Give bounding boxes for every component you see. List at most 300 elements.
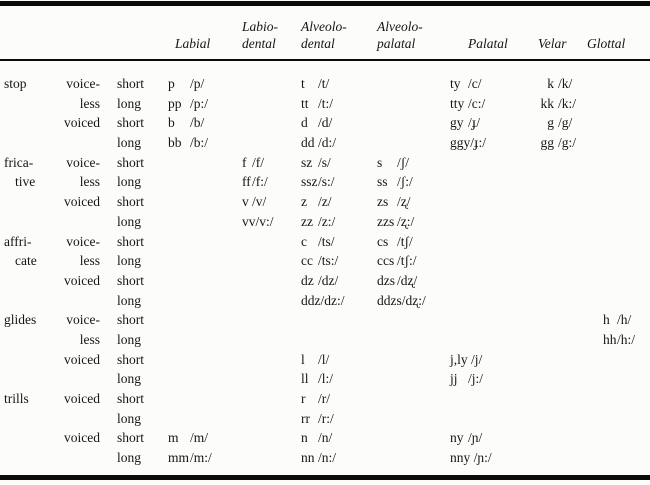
alvpalatal-phoneme-cell bbox=[377, 172, 450, 192]
labial-phoneme-cell bbox=[168, 310, 242, 330]
palatal-phoneme-cell bbox=[450, 74, 538, 94]
phoneme: /d/ bbox=[318, 115, 333, 131]
velar-phoneme-cell bbox=[538, 330, 600, 350]
glottal-phoneme-cell bbox=[600, 192, 646, 212]
voicing-label: less bbox=[79, 253, 100, 269]
length-label: long bbox=[117, 253, 142, 269]
phoneme: /ɲ/ bbox=[468, 430, 483, 446]
table-row bbox=[0, 232, 650, 252]
alvdental-phoneme-cell bbox=[301, 251, 377, 271]
phoneme: /k/ bbox=[558, 76, 573, 91]
alvdental-phoneme-cell bbox=[301, 153, 377, 173]
manner-label: trills bbox=[4, 391, 29, 406]
palatal-phoneme-cell bbox=[450, 192, 538, 212]
labiodental-phoneme-cell bbox=[242, 448, 301, 468]
labial-phoneme-cell bbox=[168, 133, 242, 153]
glottal-phoneme-cell bbox=[600, 350, 646, 370]
phoneme: /l/ bbox=[318, 351, 330, 367]
length-label: long bbox=[117, 213, 142, 229]
labiodental-phoneme-cell bbox=[242, 428, 301, 448]
column-header-velar: Velar bbox=[538, 36, 567, 51]
labiodental-phoneme-cell bbox=[242, 172, 301, 192]
grapheme: k bbox=[547, 76, 554, 91]
alvdental-phoneme-cell bbox=[301, 369, 377, 389]
phoneme: /n:/ bbox=[318, 450, 337, 466]
phoneme: /ts:/ bbox=[318, 253, 339, 269]
grapheme: z bbox=[301, 194, 307, 210]
grapheme: ty bbox=[450, 76, 461, 91]
phoneme: /s:/ bbox=[318, 174, 335, 190]
table-row bbox=[0, 153, 650, 173]
phoneme: /tʃ:/ bbox=[397, 253, 417, 269]
alvdental-phoneme-cell bbox=[301, 271, 377, 291]
length-label: short bbox=[117, 194, 144, 210]
table-row bbox=[0, 251, 650, 271]
table-row bbox=[0, 448, 650, 468]
grapheme: h bbox=[603, 312, 610, 328]
phoneme: /b/ bbox=[190, 115, 205, 131]
labial-phoneme-cell bbox=[168, 330, 242, 350]
grapheme: jj bbox=[450, 371, 458, 387]
alvpalatal-phoneme-cell bbox=[377, 409, 450, 429]
phoneme: /g/ bbox=[558, 115, 573, 131]
grapheme: pp bbox=[168, 95, 182, 111]
palatal-phoneme-cell bbox=[450, 291, 538, 311]
grapheme: ff bbox=[242, 174, 251, 190]
palatal-phoneme-cell bbox=[450, 113, 538, 133]
alvpalatal-phoneme-cell bbox=[377, 291, 450, 311]
alvpalatal-phoneme-cell bbox=[377, 251, 450, 271]
labial-phoneme-cell bbox=[168, 428, 242, 448]
alvpalatal-phoneme-cell bbox=[377, 94, 450, 114]
palatal-phoneme-cell bbox=[450, 153, 538, 173]
voicing-label: less bbox=[79, 95, 100, 111]
labiodental-phoneme-cell bbox=[242, 192, 301, 212]
voicing-label: voiced bbox=[64, 430, 100, 446]
voicing-label bbox=[62, 409, 117, 429]
alvdental-phoneme-cell bbox=[301, 310, 377, 330]
velar-phoneme-cell bbox=[538, 310, 600, 330]
glottal-phoneme-cell bbox=[600, 172, 646, 192]
length-label: short bbox=[117, 312, 144, 328]
velar-phoneme-cell bbox=[538, 133, 600, 153]
alvpalatal-phoneme-cell bbox=[377, 133, 450, 153]
length-label: long bbox=[117, 174, 142, 190]
palatal-phoneme-cell bbox=[450, 330, 538, 350]
phoneme: /h/ bbox=[617, 312, 632, 328]
alvdental-phoneme-cell bbox=[301, 428, 377, 448]
length-label: long bbox=[117, 292, 142, 308]
length-label: long bbox=[117, 331, 142, 347]
labial-phoneme-cell bbox=[168, 369, 242, 389]
palatal-phoneme-cell bbox=[450, 350, 538, 370]
grapheme: vv bbox=[242, 213, 256, 229]
table-row bbox=[0, 389, 650, 409]
manner-label: tive bbox=[15, 174, 36, 190]
length-label: short bbox=[117, 351, 144, 367]
glottal-phoneme-cell bbox=[600, 232, 646, 252]
manner-label: affri- bbox=[4, 233, 32, 249]
phoneme: /c/ bbox=[468, 76, 482, 91]
phoneme: /v:/ bbox=[255, 213, 274, 229]
grapheme: bb bbox=[168, 135, 182, 151]
phoneme: /t:/ bbox=[318, 95, 334, 111]
palatal-phoneme-cell bbox=[450, 310, 538, 330]
phoneme: /ts/ bbox=[318, 233, 335, 249]
palatal-phoneme-cell bbox=[450, 369, 538, 389]
grapheme: dd bbox=[301, 135, 315, 151]
grapheme: ddzs bbox=[377, 292, 402, 308]
labial-phoneme-cell bbox=[168, 291, 242, 311]
palatal-phoneme-cell bbox=[450, 94, 538, 114]
voicing-label: voice- bbox=[66, 154, 100, 170]
grapheme: s bbox=[377, 154, 383, 170]
glottal-phoneme-cell bbox=[600, 251, 646, 271]
manner-label bbox=[4, 291, 62, 311]
palatal-phoneme-cell bbox=[450, 251, 538, 271]
voicing-label: voiced bbox=[64, 194, 100, 210]
table-row bbox=[0, 133, 650, 153]
velar-phoneme-cell bbox=[538, 94, 600, 114]
table-row bbox=[0, 192, 650, 212]
alvpalatal-phoneme-cell bbox=[377, 389, 450, 409]
glottal-phoneme-cell bbox=[600, 94, 646, 114]
manner-label bbox=[4, 350, 62, 370]
alvdental-phoneme-cell bbox=[301, 409, 377, 429]
palatal-phoneme-cell bbox=[450, 271, 538, 291]
length-label: short bbox=[117, 272, 144, 288]
voicing-label: less bbox=[79, 174, 100, 190]
table-row bbox=[0, 428, 650, 448]
labiodental-phoneme-cell bbox=[242, 153, 301, 173]
phoneme: /f/ bbox=[252, 154, 264, 170]
phoneme: /s/ bbox=[318, 154, 331, 170]
table-row bbox=[0, 330, 650, 350]
velar-phoneme-cell bbox=[538, 172, 600, 192]
velar-phoneme-cell bbox=[538, 153, 600, 173]
manner-label bbox=[4, 369, 62, 389]
phoneme: /p:/ bbox=[190, 95, 209, 111]
alvdental-phoneme-cell bbox=[301, 350, 377, 370]
column-header-labial: Labial bbox=[175, 36, 211, 51]
alvpalatal-phoneme-cell bbox=[377, 232, 450, 252]
column-header-palatal: Palatal bbox=[468, 36, 508, 51]
labiodental-phoneme-cell bbox=[242, 389, 301, 409]
table-body bbox=[0, 61, 650, 468]
labial-phoneme-cell bbox=[168, 153, 242, 173]
voicing-label bbox=[62, 291, 117, 311]
alvpalatal-phoneme-cell bbox=[377, 74, 450, 94]
labiodental-phoneme-cell bbox=[242, 330, 301, 350]
velar-phoneme-cell bbox=[538, 232, 600, 252]
phoneme: /c:/ bbox=[468, 95, 486, 111]
grapheme: r bbox=[301, 391, 306, 406]
grapheme: nn bbox=[301, 450, 315, 466]
grapheme: kk bbox=[540, 95, 554, 111]
length-label: short bbox=[117, 115, 144, 131]
labial-phoneme-cell bbox=[168, 409, 242, 429]
labial-phoneme-cell bbox=[168, 232, 242, 252]
palatal-phoneme-cell bbox=[450, 232, 538, 252]
labial-phoneme-cell bbox=[168, 251, 242, 271]
phoneme: /m/ bbox=[190, 430, 209, 446]
alvdental-phoneme-cell bbox=[301, 389, 377, 409]
table-row bbox=[0, 409, 650, 429]
grapheme: ggy bbox=[450, 135, 471, 151]
voicing-label: voiced bbox=[64, 272, 100, 288]
length-label: long bbox=[117, 410, 142, 426]
grapheme: j,ly bbox=[450, 351, 472, 367]
table-row bbox=[0, 113, 650, 133]
voicing-label bbox=[62, 448, 117, 468]
length-label: short bbox=[117, 430, 144, 446]
alvdental-phoneme-cell bbox=[301, 330, 377, 350]
phoneme: /h:/ bbox=[617, 331, 636, 347]
manner-label bbox=[4, 94, 62, 114]
labiodental-phoneme-cell bbox=[242, 74, 301, 94]
phoneme: /j/ bbox=[471, 351, 483, 367]
labiodental-phoneme-cell bbox=[242, 212, 301, 232]
manner-label: cate bbox=[15, 253, 37, 269]
grapheme: zz bbox=[301, 213, 313, 229]
velar-phoneme-cell bbox=[538, 251, 600, 271]
grapheme: mm bbox=[168, 450, 190, 466]
alvpalatal-phoneme-cell bbox=[377, 428, 450, 448]
alvdental-phoneme-cell bbox=[301, 448, 377, 468]
phoneme: /ʐ:/ bbox=[397, 213, 415, 229]
labial-phoneme-cell bbox=[168, 212, 242, 232]
table-row bbox=[0, 74, 650, 94]
palatal-phoneme-cell bbox=[450, 448, 538, 468]
phoneme: /ʐ/ bbox=[397, 194, 411, 210]
glottal-phoneme-cell bbox=[600, 409, 646, 429]
phoneme: /b:/ bbox=[190, 135, 209, 151]
voicing-label: less bbox=[79, 331, 100, 347]
manner-label: frica- bbox=[4, 154, 34, 170]
table-row bbox=[0, 271, 650, 291]
velar-phoneme-cell bbox=[538, 389, 600, 409]
labiodental-phoneme-cell bbox=[242, 271, 301, 291]
glottal-phoneme-cell bbox=[600, 428, 646, 448]
labial-phoneme-cell bbox=[168, 172, 242, 192]
grapheme: dz bbox=[301, 272, 314, 288]
glottal-phoneme-cell bbox=[600, 330, 646, 350]
velar-phoneme-cell bbox=[538, 271, 600, 291]
alvpalatal-phoneme-cell bbox=[377, 350, 450, 370]
grapheme: c bbox=[301, 233, 307, 249]
grapheme: zs bbox=[377, 194, 389, 210]
voicing-label: voiced bbox=[64, 351, 100, 367]
labial-phoneme-cell bbox=[168, 350, 242, 370]
column-header-alvpalatal: Alveolo- palatal bbox=[377, 19, 423, 51]
alvdental-phoneme-cell bbox=[301, 172, 377, 192]
velar-phoneme-cell bbox=[538, 369, 600, 389]
manner-label: glides bbox=[4, 312, 37, 328]
grapheme: ll bbox=[301, 371, 309, 387]
velar-phoneme-cell bbox=[538, 291, 600, 311]
voicing-label bbox=[62, 369, 117, 389]
length-label: long bbox=[117, 95, 142, 111]
table-header-row bbox=[0, 6, 650, 59]
phoneme: /ɲ:/ bbox=[473, 450, 492, 466]
column-header-alvdental: Alveolo- dental bbox=[301, 19, 347, 51]
labiodental-phoneme-cell bbox=[242, 350, 301, 370]
grapheme: p bbox=[168, 76, 175, 91]
palatal-phoneme-cell bbox=[450, 172, 538, 192]
phoneme: /ʃ/ bbox=[397, 154, 409, 170]
phoneme: /z/ bbox=[318, 194, 332, 210]
length-label: short bbox=[117, 76, 144, 91]
phoneme: /r:/ bbox=[318, 410, 334, 426]
grapheme: nny bbox=[450, 450, 474, 466]
labiodental-phoneme-cell bbox=[242, 232, 301, 252]
labial-phoneme-cell bbox=[168, 113, 242, 133]
grapheme: gy bbox=[450, 115, 464, 131]
manner-label: stop bbox=[4, 76, 27, 91]
grapheme: l bbox=[301, 351, 305, 367]
manner-label bbox=[4, 448, 62, 468]
palatal-phoneme-cell bbox=[450, 389, 538, 409]
labiodental-phoneme-cell bbox=[242, 409, 301, 429]
grapheme: m bbox=[168, 430, 179, 446]
phoneme: /g:/ bbox=[558, 135, 577, 151]
velar-phoneme-cell bbox=[538, 409, 600, 429]
grapheme: ddz bbox=[301, 292, 321, 308]
alvdental-phoneme-cell bbox=[301, 212, 377, 232]
labial-phoneme-cell bbox=[168, 74, 242, 94]
grapheme: ny bbox=[450, 430, 464, 446]
velar-phoneme-cell bbox=[538, 350, 600, 370]
grapheme: cc bbox=[301, 253, 313, 269]
length-label: short bbox=[117, 154, 144, 170]
manner-label bbox=[4, 113, 62, 133]
phoneme: /ʃ:/ bbox=[397, 174, 413, 190]
voicing-label: voiced bbox=[64, 115, 100, 131]
phoneme: /dʐ:/ bbox=[401, 292, 426, 308]
grapheme: gg bbox=[540, 135, 554, 151]
length-label: long bbox=[117, 135, 142, 151]
phoneme: /dʐ/ bbox=[397, 272, 418, 288]
glottal-phoneme-cell bbox=[600, 389, 646, 409]
alvpalatal-phoneme-cell bbox=[377, 113, 450, 133]
labial-phoneme-cell bbox=[168, 389, 242, 409]
column-header-labiodental: Labio- dental bbox=[242, 19, 279, 51]
labial-phoneme-cell bbox=[168, 448, 242, 468]
glottal-phoneme-cell bbox=[600, 153, 646, 173]
labiodental-phoneme-cell bbox=[242, 369, 301, 389]
palatal-phoneme-cell bbox=[450, 409, 538, 429]
glottal-phoneme-cell bbox=[600, 291, 646, 311]
alvdental-phoneme-cell bbox=[301, 291, 377, 311]
phoneme: /l:/ bbox=[318, 371, 334, 387]
alvpalatal-phoneme-cell bbox=[377, 330, 450, 350]
voicing-label: voiced bbox=[64, 391, 100, 406]
grapheme: sz bbox=[301, 154, 313, 170]
phoneme: /ɟ:/ bbox=[470, 135, 486, 151]
alvdental-phoneme-cell bbox=[301, 133, 377, 153]
grapheme: d bbox=[301, 115, 308, 131]
grapheme: tt bbox=[301, 95, 309, 111]
phoneme: /t/ bbox=[318, 76, 330, 91]
table-row bbox=[0, 212, 650, 232]
manner-label bbox=[4, 133, 62, 153]
glottal-phoneme-cell bbox=[600, 113, 646, 133]
phoneme: /p/ bbox=[190, 76, 205, 91]
length-label: short bbox=[117, 233, 144, 249]
phoneme: /f:/ bbox=[252, 174, 268, 190]
manner-label bbox=[4, 409, 62, 429]
labiodental-phoneme-cell bbox=[242, 113, 301, 133]
grapheme: f bbox=[242, 154, 247, 170]
phoneme: /dz:/ bbox=[320, 292, 345, 308]
alvpalatal-phoneme-cell bbox=[377, 192, 450, 212]
palatal-phoneme-cell bbox=[450, 133, 538, 153]
labiodental-phoneme-cell bbox=[242, 94, 301, 114]
grapheme: v bbox=[242, 194, 249, 210]
length-label: short bbox=[117, 391, 144, 406]
length-label: long bbox=[117, 450, 142, 466]
alvdental-phoneme-cell bbox=[301, 192, 377, 212]
grapheme: ssz bbox=[301, 174, 318, 190]
glottal-phoneme-cell bbox=[600, 74, 646, 94]
grapheme: b bbox=[168, 115, 175, 131]
table-row bbox=[0, 94, 650, 114]
column-header-glottal: Glottal bbox=[587, 36, 626, 51]
grapheme: rr bbox=[301, 410, 310, 426]
labial-phoneme-cell bbox=[168, 192, 242, 212]
glottal-phoneme-cell bbox=[600, 212, 646, 232]
phoneme: /n/ bbox=[318, 430, 333, 446]
voicing-label: voice- bbox=[66, 233, 100, 249]
labiodental-phoneme-cell bbox=[242, 133, 301, 153]
phoneme: /d:/ bbox=[318, 135, 337, 151]
alvpalatal-phoneme-cell bbox=[377, 369, 450, 389]
glottal-phoneme-cell bbox=[600, 310, 646, 330]
alvpalatal-phoneme-cell bbox=[377, 310, 450, 330]
manner-label bbox=[4, 271, 62, 291]
alvdental-phoneme-cell bbox=[301, 94, 377, 114]
phoneme: /ɟ/ bbox=[468, 115, 480, 131]
grapheme: cs bbox=[377, 233, 389, 249]
grapheme: ccs bbox=[377, 253, 395, 269]
labiodental-phoneme-cell bbox=[242, 291, 301, 311]
manner-label bbox=[4, 330, 62, 350]
labiodental-phoneme-cell bbox=[242, 251, 301, 271]
velar-phoneme-cell bbox=[538, 74, 600, 94]
voicing-label bbox=[62, 212, 117, 232]
grapheme: ss bbox=[377, 174, 388, 190]
labial-phoneme-cell bbox=[168, 271, 242, 291]
phoneme: /k:/ bbox=[558, 95, 577, 111]
phoneme: /z:/ bbox=[318, 213, 336, 229]
table-row bbox=[0, 369, 650, 389]
labiodental-phoneme-cell bbox=[242, 310, 301, 330]
grapheme: hh bbox=[603, 331, 617, 347]
phoneme: /tʃ/ bbox=[397, 233, 413, 249]
glottal-phoneme-cell bbox=[600, 448, 646, 468]
velar-phoneme-cell bbox=[538, 212, 600, 232]
labial-phoneme-cell bbox=[168, 94, 242, 114]
alvpalatal-phoneme-cell bbox=[377, 271, 450, 291]
alvdental-phoneme-cell bbox=[301, 74, 377, 94]
manner-label bbox=[4, 192, 62, 212]
manner-label bbox=[4, 212, 62, 232]
voicing-label: voice- bbox=[66, 76, 100, 91]
velar-phoneme-cell bbox=[538, 448, 600, 468]
manner-label bbox=[4, 428, 62, 448]
grapheme: g bbox=[547, 115, 554, 131]
alvpalatal-phoneme-cell bbox=[377, 212, 450, 232]
